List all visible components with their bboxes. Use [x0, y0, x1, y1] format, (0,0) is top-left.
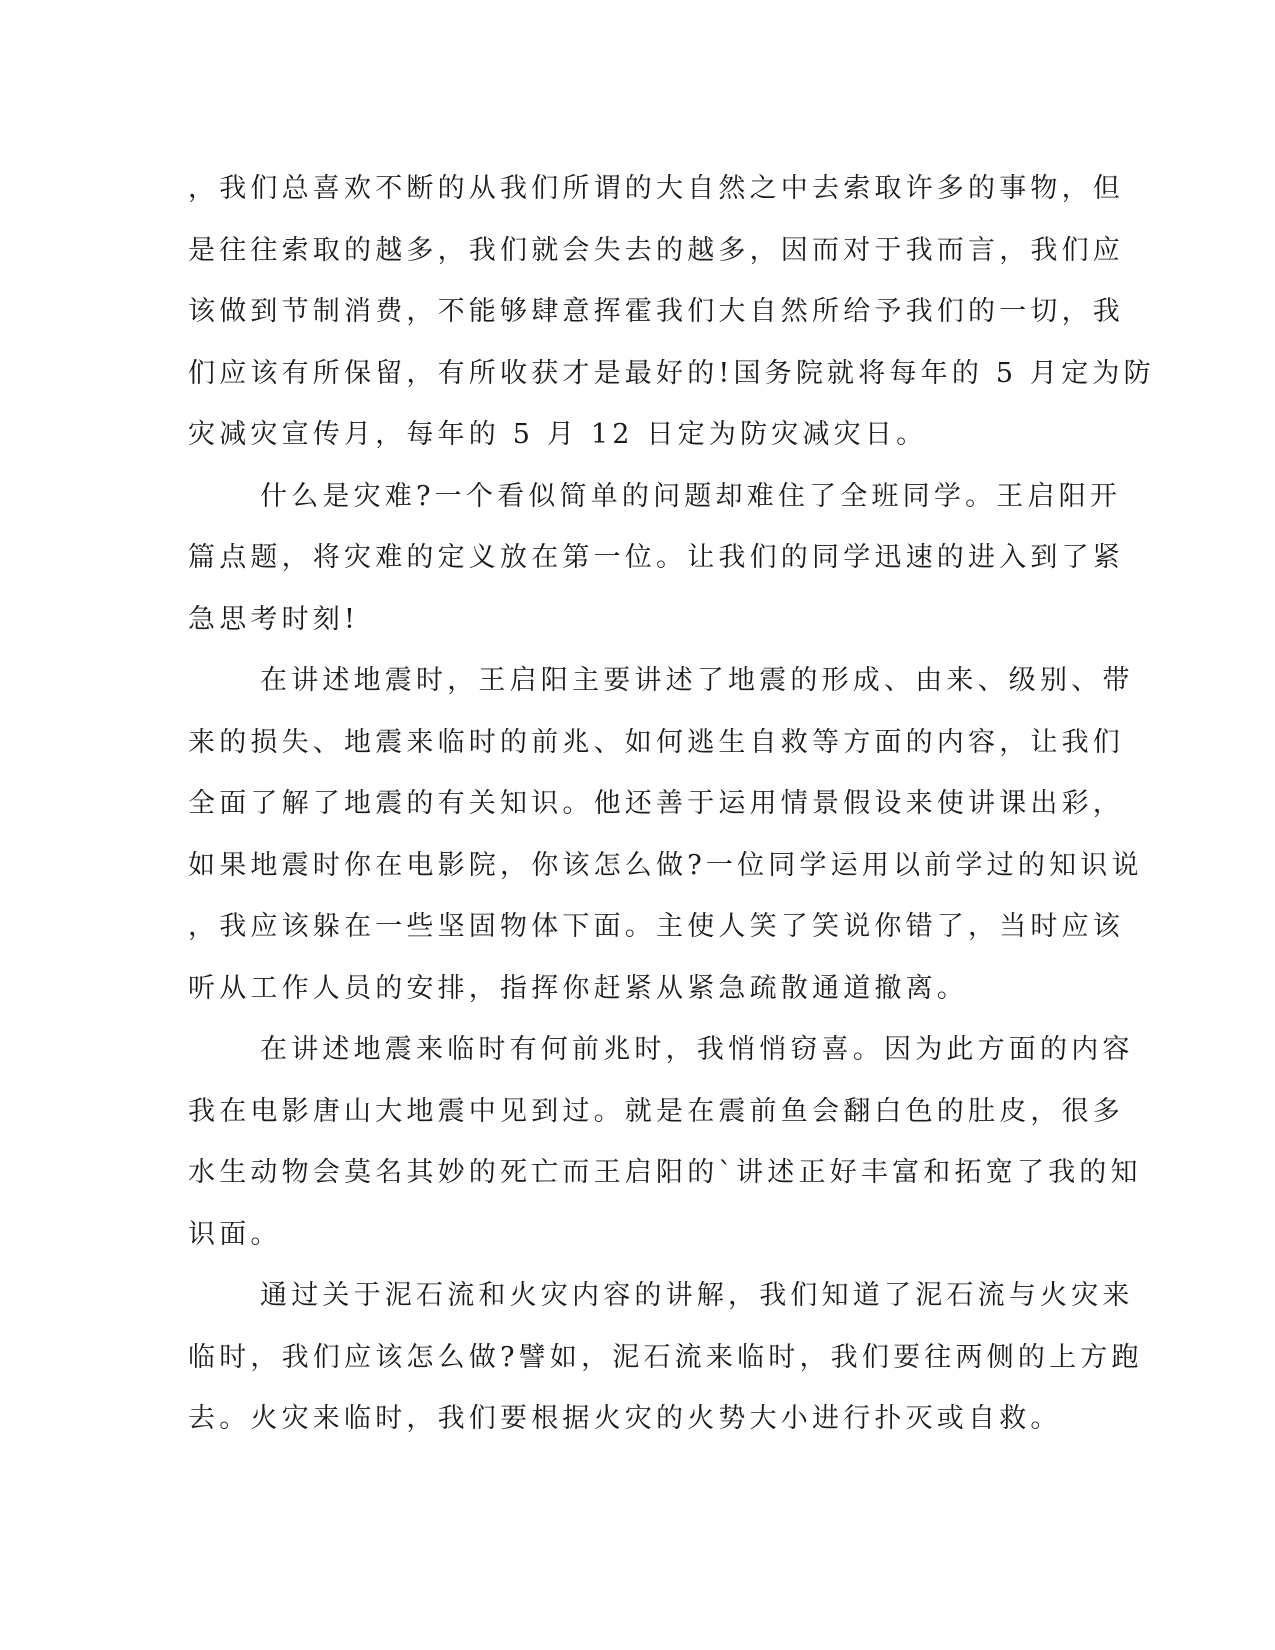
paragraph-3-line-3: 全面了解了地震的有关知识。他还善于运用情景假设来使讲课出彩， [188, 788, 1124, 819]
paragraph-1-line-1: ，我们总喜欢不断的从我们所谓的大自然之中去索取许多的事物，但 [188, 173, 1124, 204]
paragraph-4-line-3: 水生动物会莫名其妙的死亡而王启阳的`讲述正好丰富和拓宽了我的知 [188, 1157, 1142, 1188]
paragraph-2-line-1: 什么是灾难?一个看似简单的问题却难住了全班同学。王启阳开 [260, 480, 1122, 512]
paragraph-4-line-4: 识面。 [188, 1218, 282, 1250]
paragraph-5-line-1: 通过关于泥石流和火灾内容的讲解，我们知道了泥石流与火灾来 [260, 1280, 1134, 1311]
paragraph-3-line-4: 如果地震时你在电影院，你该怎么做?一位同学运用以前学过的知识说 [188, 849, 1143, 881]
paragraph-2-line-2: 篇点题，将灾难的定义放在第一位。让我们的同学迅速的进入到了紧 [188, 542, 1124, 573]
paragraph-2-line-3: 急思考时刻! [188, 603, 360, 635]
paragraph-1-line-3: 该做到节制消费，不能够肆意挥霍我们大自然所给予我们的一切，我 [188, 296, 1124, 327]
paragraph-5-line-3: 去。火灾来临时，我们要根据火灾的火势大小进行扑灭或自救。 [188, 1403, 1062, 1434]
paragraph-1-line-2: 是往往索取的越多，我们就会失去的越多，因而对于我而言，我们应 [188, 234, 1124, 266]
paragraph-4-line-1: 在讲述地震来临时有何前兆时，我悄悄窃喜。因为此方面的内容 [260, 1034, 1134, 1065]
paragraph-5-line-2: 临时，我们应该怎么做?譬如，泥石流来临时，我们要往两侧的上方跑 [188, 1341, 1143, 1373]
paragraph-4-line-2: 我在电影唐山大地震中见到过。就是在震前鱼会翻白色的肚皮，很多 [188, 1095, 1124, 1127]
paragraph-3-line-5: ，我应该躲在一些坚固物体下面。主使人笑了笑说你错了，当时应该 [188, 911, 1124, 942]
paragraph-3-line-2: 来的损失、地震来临时的前兆、如何逃生自救等方面的内容，让我们 [188, 726, 1124, 758]
paragraph-1-line-5: 灾减灾宣传月，每年的 5 月 12 日定为防灾减灾日。 [188, 419, 928, 450]
paragraph-3-line-1: 在讲述地震时，王启阳主要讲述了地震的形成、由来、级别、带 [260, 665, 1134, 696]
paragraph-1-line-4: 们应该有所保留，有所收获才是最好的!国务院就将每年的 5 月定为防 [188, 357, 1155, 389]
body-text [188, 167, 1155, 1459]
paragraph-3-line-6: 听从工作人员的安排，指挥你赶紧从紧急疏散通道撤离。 [188, 972, 968, 1004]
